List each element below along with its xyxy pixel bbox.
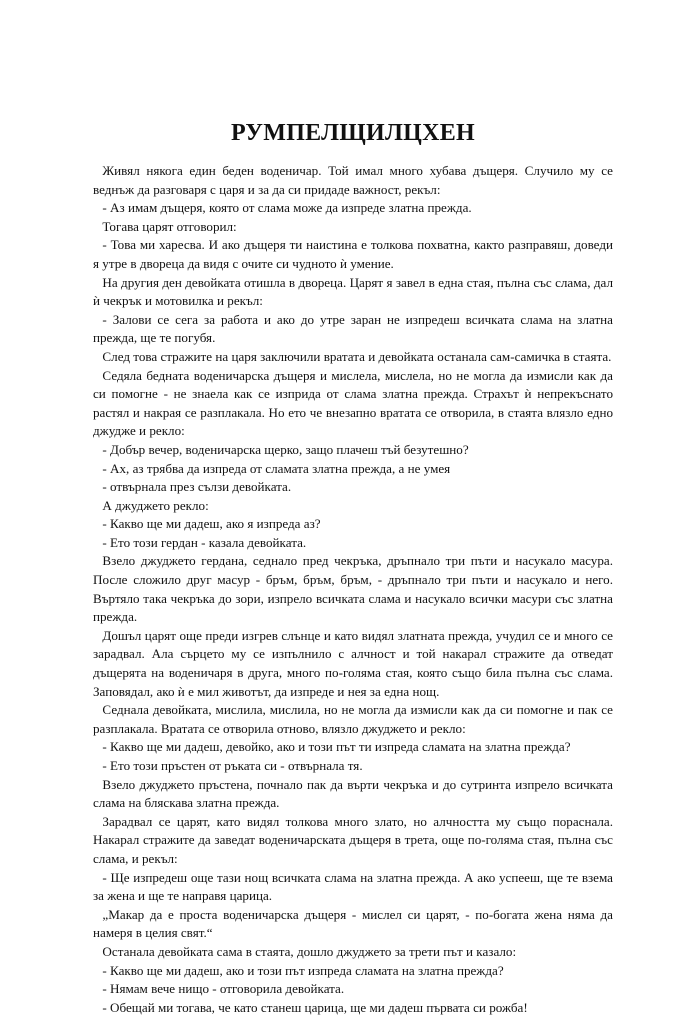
- document-page: [93, 118, 613, 1017]
- paragraph: - Какво ще ми дадеш, ако и този път изпреда сламата на златна прежда?: [102, 962, 504, 978]
- story-title: РУМПЕЛЩИЛЦХЕН: [230, 120, 476, 146]
- story-body: [93, 162, 613, 1017]
- paragraph: Тогава царят отговорил:: [102, 218, 237, 234]
- paragraph: А джуджето рекло:: [102, 497, 209, 513]
- paragraph: - Залови се сега за работа и ако до утре заран не изпредеш всичката слама на златна прежда, ще те погубя.: [93, 311, 613, 346]
- paragraph: - Това ми харесва. И ако дъщеря ти наистина е толкова похватна, както разправяш, доведи я утре в двореца да видя с очите си чудното ѝ умение.: [93, 237, 613, 271]
- paragraph: След това стражите на царя заключили вратата и девойката останала сам-самичка в стаята.: [102, 348, 612, 364]
- paragraph: Взело джуджето пръстена, почнало пак да върти чекръка и до сутринта изпрело всичката слама на бляскава златна прежда.: [93, 776, 613, 811]
- paragraph: - Ето този пръстен от ръката си - отвърнала тя.: [102, 758, 363, 773]
- paragraph: - Какво ще ми дадеш, девойко, ако и този път ти изпреда сламата на златна прежда?: [102, 739, 571, 755]
- paragraph: - Ето този гердан - казала девойката.: [102, 534, 307, 550]
- paragraph: - Аз имам дъщеря, която от слама може да изпреде златна прежда.: [102, 200, 472, 216]
- paragraph: - Нямам вече нищо - отговорила девойката.: [102, 981, 345, 997]
- paragraph: Останала девойката сама в стаята, дошло джуджето за трети път и казало:: [102, 943, 517, 959]
- paragraph: Зарадвал се царят, като видял толкова много злато, но алчността му също пораснала. Накарал стражите да заведат воденичарската дъщеря в трета, още по-голяма стая, пълна със слама, и рекъл:: [93, 813, 613, 866]
- paragraph: - Обещай ми тогава, че като станеш царица, ще ми дадеш първата си рожба!: [102, 999, 528, 1015]
- paragraph: Седнала девойката, мислила, мислила, но не могла да измисли как да си помогне и пак се разплакала. Вратата се отворила отново, влязло джуджето и рекло:: [93, 702, 613, 736]
- paragraph: Седяла бедната воденичарска дъщеря и мислела, мислела, но не могла да измисли как да си помогне - не знаела как се изприда от слама златна прежда. Страхът ѝ непрекъснато растял и накрая се разплакала. Но ето че внезапно вратата се отворила, в стаята влязло едно джудже и рекло:: [93, 367, 613, 439]
- paragraph: На другия ден девойката отишла в двореца. Царят я завел в една стая, пълна със слама, дал ѝ чекрък и мотовилка и рекъл:: [93, 274, 613, 309]
- paragraph: Дошъл царят още преди изгрев слънце и като видял златната прежда, учудил се и много се зарадвал. Ала сърцето му се изпълнило с алчност и той накарал стражите да отведат дъщерята на воденичаря в друга, много по-голяма стая, която също била пълна със слама. Заповядал, ако ѝ е мил животът, да изпреде и нея за една нощ.: [93, 627, 613, 699]
- paragraph: „Макар да е проста воденичарска дъщеря - мислел си царят, - по-богата жена няма да намеря в целия свят.“: [93, 906, 613, 941]
- paragraph: - Ще изпредеш още тази нощ всичката слама на златна прежда. А ако успееш, ще те взема за жена и ще те направя царица.: [93, 869, 613, 904]
- paragraph: - Какво ще ми дадеш, ако я изпреда аз?: [102, 516, 321, 532]
- paragraph: - Ах, аз трябва да изпреда от сламата златна прежда, а не умея: [102, 460, 451, 476]
- paragraph: - Добър вечер, воденичарска щерко, защо плачеш тъй безутешно?: [102, 441, 469, 457]
- paragraph: Живял някога един беден воденичар. Той имал много хубава дъщеря. Случило му се веднъж да разговаря с царя и за да си придаде важност, рекъл:: [93, 163, 613, 197]
- paragraph: Взело джуджето гердана, седнало пред чекръка, дръпнало три пъти и насукало масура. После сложило друг масур - бръм, бръм, бръм, - дръпнало три пъти и насукало и него. Въртяло така чекръка до зори, изпрело всичката слама и насукало всички масури със златна прежда.: [93, 553, 613, 625]
- paragraph: - отвърнала през сълзи девойката.: [102, 479, 292, 495]
